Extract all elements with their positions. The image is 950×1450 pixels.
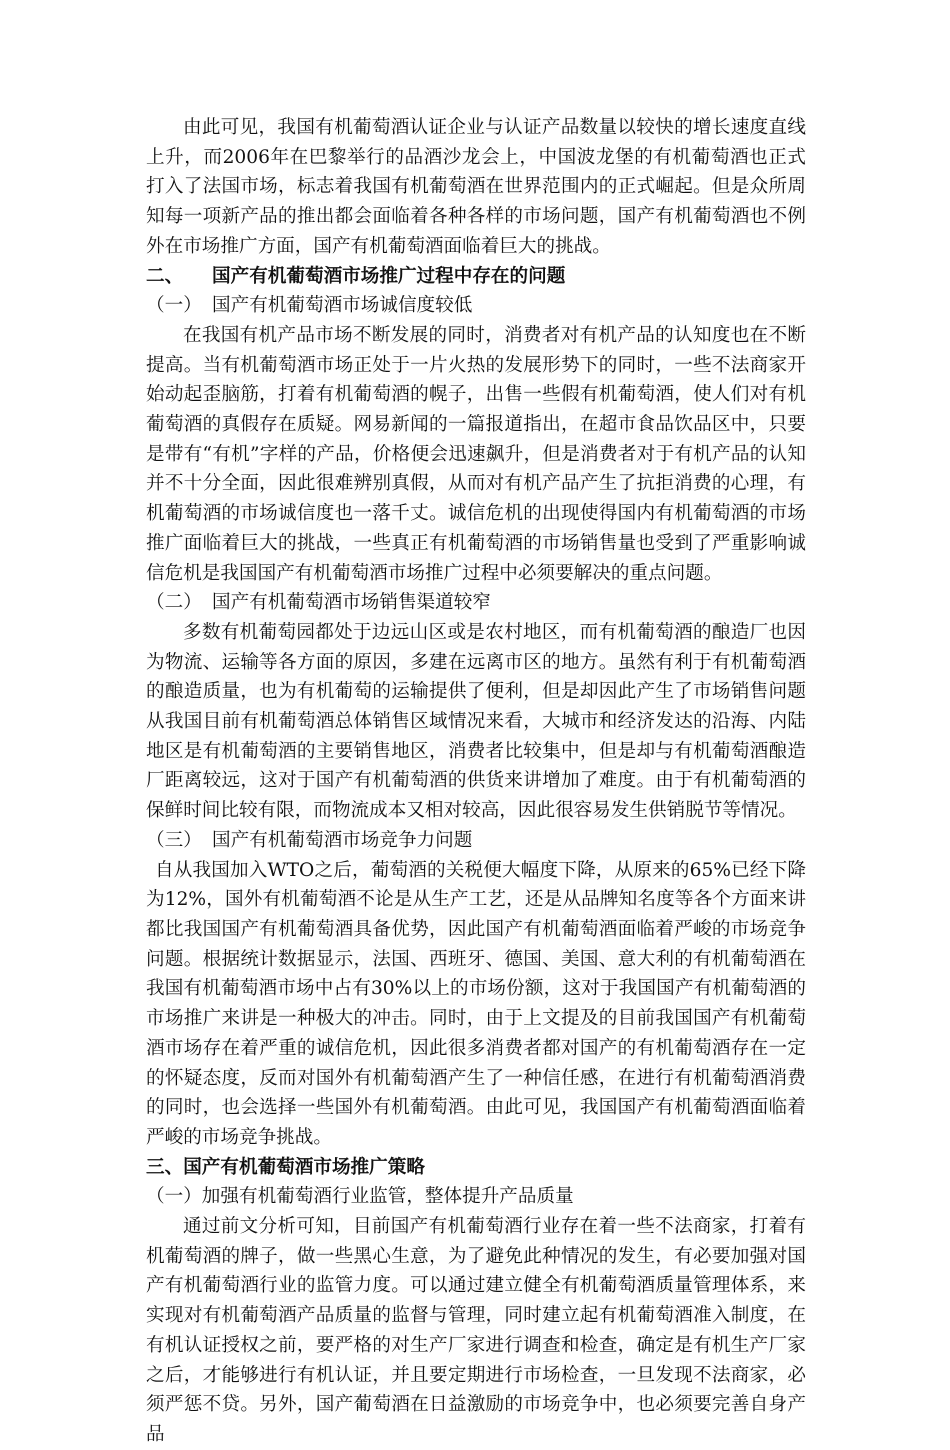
subsection-heading-supervision: （一）加强有机葡萄酒行业监管，整体提升产品质量 bbox=[146, 1186, 574, 1208]
subsection-heading-competition bbox=[146, 826, 806, 856]
subsection-heading-credibility bbox=[146, 291, 806, 321]
subsection-title: 国产有机葡萄酒市场销售渠道较窄 bbox=[212, 592, 491, 614]
paragraph-channels: 多数有机葡萄园都处于边远山区或是农村地区，而有机葡萄酒的酿造厂也因为物流、运输等各方面的原因，多建在远离市区的地方。虽然有利于有机葡萄酒的酿造质量，也为有机葡萄的运输提供了便利，但是却因此产生了市场销售问题从我国目前有机葡萄酒总体销售区域情况来看，大城市和经济发达的沿海、内陆地区是有机葡萄酒的主要销售地区，消费者比较集中，但是却与有机葡萄酒酿造厂距离较远，这对于国产有机葡萄酒的供货来讲增加了难度。由于有机葡萄酒的保鲜时间比较有限，而物流成本又相对较高，因此很容易发生供销脱节等情况。 bbox=[146, 621, 806, 822]
paragraph-intro: 由此可见，我国有机葡萄酒认证企业与认证产品数量以较快的增长速度直线上升，而2006年在巴黎举行的品酒沙龙会上，中国波龙堡的有机葡萄酒也正式打入了法国市场，标志着我国有机葡萄酒在世界范围内的正式崛起。但是众所周知每一项新产品的推出都会面临着各种各样的市场问题，国产有机葡萄酒也不例外在市场推广方面，国产有机葡萄酒面临着巨大的挑战。 bbox=[146, 117, 806, 257]
paragraph-competition: 自从我国加入WTO之后，葡萄酒的关税便大幅度下降，从原来的65%已经下降为12%，国外有机葡萄酒不论是从生产工艺，还是从品牌知名度等各个方面来讲都比我国国产有机葡萄酒具备优势，因此国产有机葡萄酒面临着严峻的市场竞争问题。根据统计数据显示，法国、西班牙、德国、美国、意大利的有机葡萄酒在我国有机葡萄酒市场中占有30%以上的市场份额，这对于我国国产有机葡萄酒的市场推广来讲是一种极大的冲击。同时，由于上文提及的目前我国国产有机葡萄酒市场存在着严重的诚信危机，因此很多消费者都对国产的有机葡萄酒存在一定的怀疑态度，反而对国外有机葡萄酒产生了一种信任感，在进行有机葡萄酒消费的同时，也会选择一些国外有机葡萄酒。由此可见，我国国产有机葡萄酒面临着严峻的市场竞争挑战。 bbox=[146, 859, 806, 1148]
subsection-title: 国产有机葡萄酒市场诚信度较低 bbox=[212, 295, 473, 317]
document-page bbox=[146, 113, 806, 1450]
section-number: 二、 bbox=[146, 265, 184, 287]
paragraph-supervision: 通过前文分析可知，目前国产有机葡萄酒行业存在着一些不法商家，打着有机葡萄酒的牌子，做一些黑心生意，为了避免此种情况的发生，有必要加强对国产有机葡萄酒行业的监管力度。可以通过建立健全有机葡萄酒质量管理体系，来实现对有机葡萄酒产品质量的监督与管理，同时建立起有机葡萄酒准入制度，在有机认证授权之前，要严格的对生产厂家进行调查和检查，确定是有机生产厂家之后，才能够进行有机认证，并且要定期进行市场检查，一旦发现不法商家，必须严惩不贷。另外，国产葡萄酒在日益激励的市场竞争中，也必须要完善自身产品 bbox=[146, 1216, 806, 1445]
section-title: 国产有机葡萄酒市场推广过程中存在的问题 bbox=[212, 265, 566, 287]
subsection-title: 国产有机葡萄酒市场竞争力问题 bbox=[212, 829, 473, 851]
paragraph-credibility: 在我国有机产品市场不断发展的同时，消费者对有机产品的认知度也在不断提高。当有机葡萄酒市场正处于一片火热的发展形势下的同时，一些不法商家开始动起歪脑筋，打着有机葡萄酒的幌子，出售一些假有机葡萄酒，使人们对有机葡萄酒的真假存在质疑。网易新闻的一篇报道指出，在超市食品饮品区中，只要是带有“有机”字样的产品，价格便会迅速飙升，但是消费者对于有机产品的认知并不十分全面，因此很难辨别真假，从而对有机产品产生了抗拒消费的心理，有机葡萄酒的市场诚信度也一落千丈。诚信危机的出现使得国内有机葡萄酒的市场推广面临着巨大的挑战，一些真正有机葡萄酒的市场销售量也受到了严重影响诚信危机是我国国产有机葡萄酒市场推广过程中必须要解决的重点问题。 bbox=[146, 324, 806, 584]
section-heading-strategies: 三、国产有机葡萄酒市场推广策略 bbox=[146, 1156, 425, 1178]
subsection-number: （一） bbox=[146, 295, 202, 317]
subsection-number: （三） bbox=[146, 829, 202, 851]
subsection-number: （二） bbox=[146, 592, 202, 614]
section-heading-problems bbox=[146, 262, 806, 292]
subsection-heading-channels bbox=[146, 588, 806, 618]
